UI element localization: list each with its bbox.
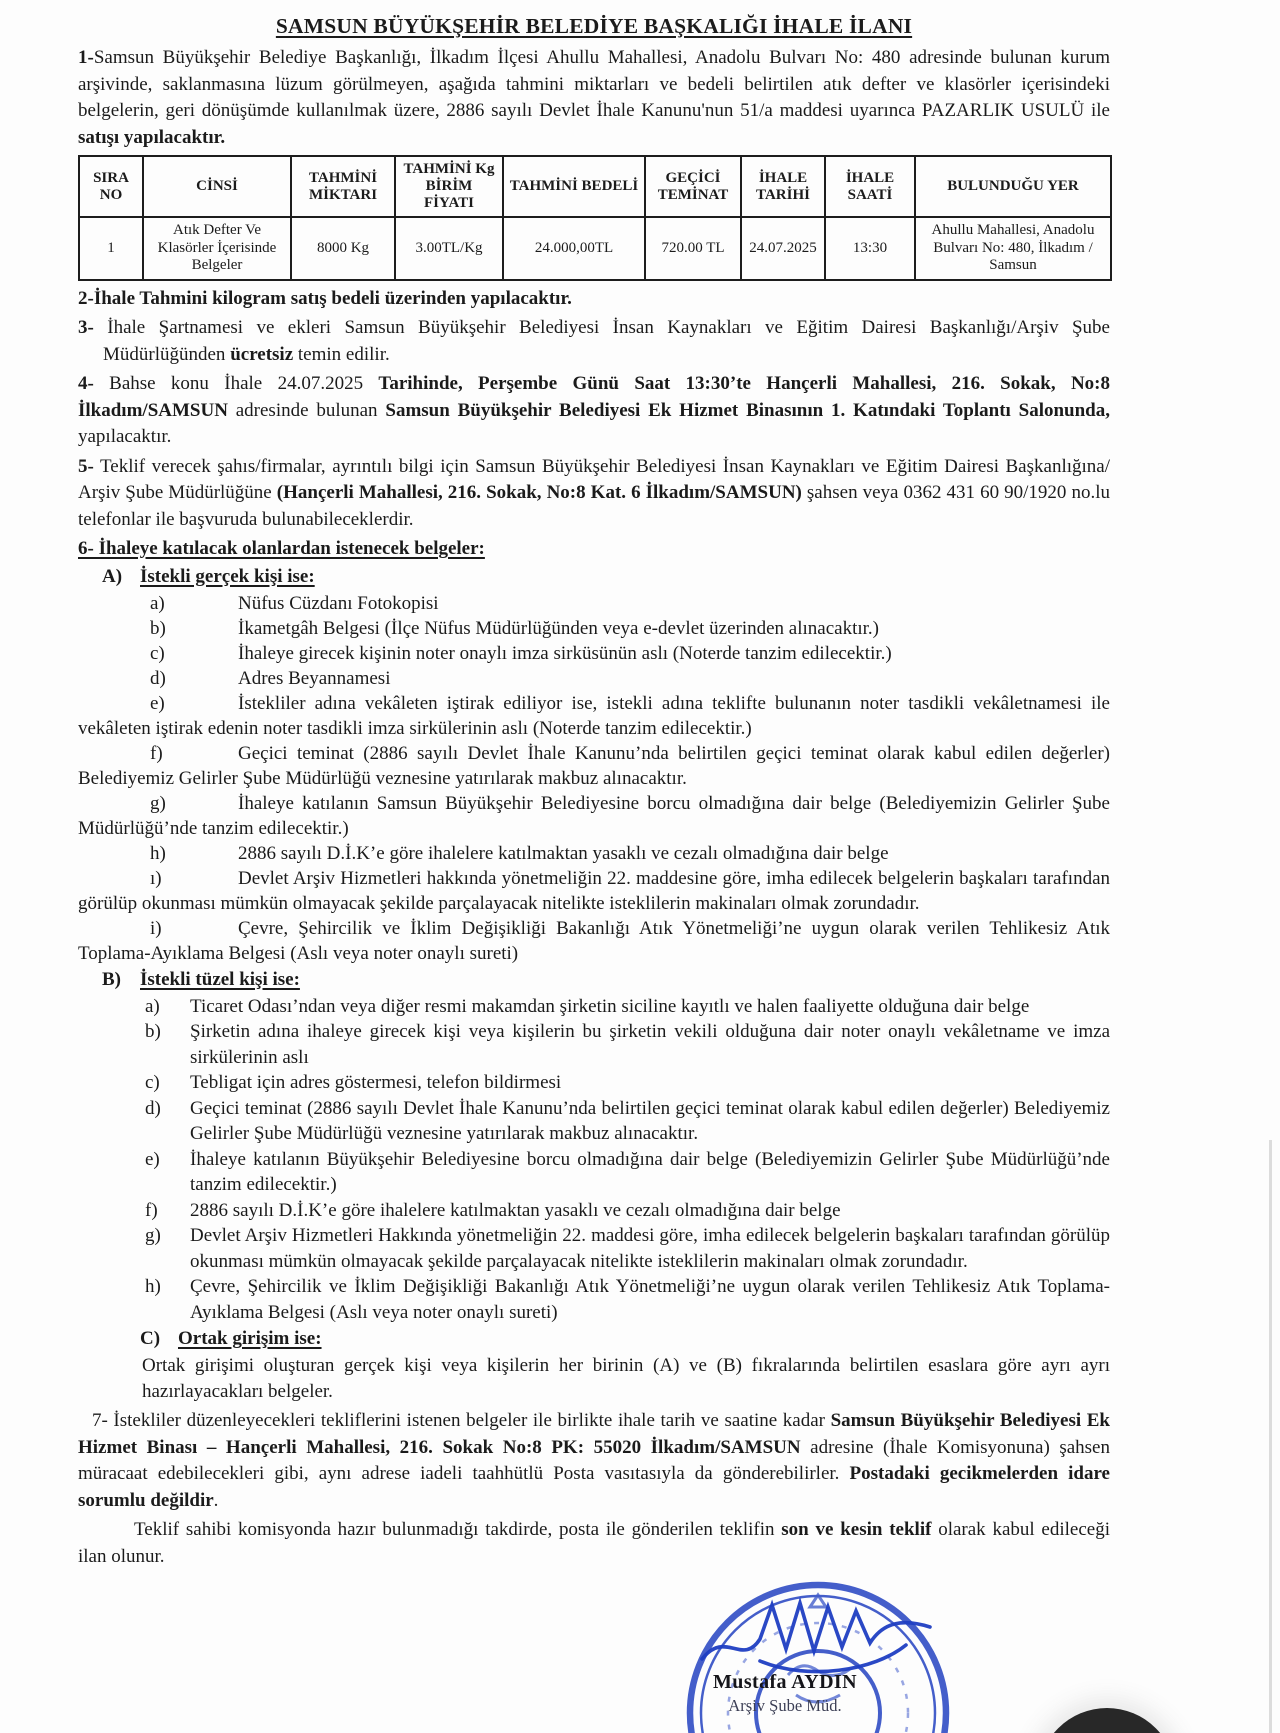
column-header-tahmini-miktari: TAHMİNİ MİKTARI [291, 156, 395, 217]
item-text: Çevre, Şehircilik ve İklim Değişikliği Bakanlığı Atık Yönetmeliği’ne uygun olarak verilen Tehlikesiz Atık Toplama-Ayıklama Belgesi (Aslı veya noter onaylı sureti) [190, 1276, 1110, 1323]
item-letter: e) [150, 692, 165, 714]
item-a-c [78, 641, 1110, 666]
item-letter: a) [150, 592, 165, 614]
column-header-tahmini-kg-birim-fiyati: TAHMİNİ Kg BİRİM FİYATI [395, 156, 503, 217]
item-b-d [145, 1096, 1110, 1147]
item-letter: ı) [150, 867, 162, 889]
item-b-f [145, 1198, 1110, 1224]
item-text: Geçici teminat (2886 sayılı Devlet İhale Kanunu’nda belirtilen geçici teminat olarak kabul edilen değerler) Belediyemiz Gelirler Şube Müdürlüğü veznesine yatırılarak makbuz alınacaktır. [78, 742, 1110, 789]
group-b-title: İstekli tüzel kişi ise: [140, 968, 300, 990]
item-text: 2886 sayılı D.İ.K’e göre ihalelere katılmaktan yasaklı ve cezalı olmadığına dair belge [238, 842, 889, 864]
paragraph-2: 2-İhale Tahmini kilogram satış bedeli üzerinden yapılacaktır. [78, 287, 572, 309]
cell-bulundugu-yer: Ahullu Mahallesi, Anadolu Bulvarı No: 480, İlkadım / Samsun [915, 217, 1111, 280]
item-letter: c) [150, 642, 165, 664]
paragraph-1: 1-Samsun Büyükşehir Belediye Başkanlığı, İlkadım İlçesi Ahullu Mahallesi, Anadolu Bulvarı No: 480 adresinde bulunan kurum arşivinde, saklanmasına lüzum görülmeyen, aşağıda tahmini miktarları ve bedeli belirtilen atık defter ve klasörler içerisindeki belgelerin, geri dönüşümde kullanılmak üzere, 2886 sayılı Devlet İhale Kanunu'nun 51/a maddesi uyarınca PAZARLIK USULÜ ile satışı yapılacaktır. [78, 47, 1110, 148]
item-a-a [78, 591, 1110, 616]
item-text: İhaleye girecek kişinin noter onaylı imza sirküsünün aslı (Noterde tanzim edilecektir.) [238, 642, 892, 664]
item-letter: a) [145, 995, 160, 1017]
item-text: Adres Beyannamesi [238, 667, 391, 689]
paragraph-4: 4- Bahse konu İhale 24.07.2025 Tarihinde, Perşembe Günü Saat 13:30’te Hançerli Mahallesi, 216. Sokak, No:8 İlkadım/SAMSUN adresinde bulunan Samsun Büyükşehir Belediyesi Ek Hizmet Binasının 1. Katındaki Toplantı Salonunda, yapılacaktır. [78, 373, 1110, 447]
item-text: İstekliler adına vekâleten iştirak ediliyor ise, istekli adına teklifte bulunanın noter tasdikli vekâletnamesi ile vekâleten iştirak edenin noter tasdikli imza sirkülerinin aslı (Noterde tanzim edilecektir.) [78, 692, 1110, 739]
item-text: Çevre, Şehircilik ve İklim Değişikliği Bakanlığı Atık Yönetmeliği’ne uygun olarak verilen Tehlikesiz Atık Toplama-Ayıklama Belgesi (Aslı veya noter onaylı sureti) [78, 917, 1110, 964]
item-text: Geçici teminat (2886 sayılı Devlet İhale Kanunu’nda belirtilen geçici teminat olarak kabul edilen değerler) Belediyemiz Gelirler Şube Müdürlüğü veznesine yatırılarak makbuz alınacaktır. [190, 1097, 1110, 1144]
item-b-g [145, 1223, 1110, 1274]
column-header-gecici-teminat: GEÇİCİ TEMİNAT [645, 156, 741, 217]
group-c-title: Ortak girişim ise: [178, 1328, 322, 1349]
signature-scribble [702, 1603, 930, 1672]
table-header-row [79, 156, 1111, 217]
column-header-sira-no: SIRA NO [79, 156, 143, 217]
signatory-title: Arşiv Şube Müd. [728, 1696, 842, 1715]
item-letter: f) [145, 1199, 158, 1221]
item-text: Ticaret Odası’ndan veya diğer resmi makamdan şirketin siciline kayıtlı ve halen faaliyette olduğuna dair belge [190, 995, 1030, 1017]
item-letter: i) [150, 917, 162, 939]
item-text: Devlet Arşiv Hizmetleri Hakkında yönetmeliğin 22. maddesi göre, imha edilecek belgelerin başkaları tarafından görülüp okunması mümkün olmayacak şekilde parçalayacak nitelikte isteklilerin makinaları olmak zorundadır. [190, 1225, 1110, 1272]
item-letter: e) [145, 1148, 160, 1170]
closing-paragraph: Teklif sahibi komisyonda hazır bulunmadığı takdirde, posta ile gönderilen teklifin son ve kesin teklif olarak kabul edileceği ilan olunur. [78, 1519, 1110, 1567]
item-letter: g) [150, 792, 166, 814]
column-header-ihale-tarihi: İHALE TARİHİ [741, 156, 825, 217]
paragraph-6-heading: 6- İhaleye katılacak olanlardan istenecek belgeler: [78, 538, 485, 559]
item-a-h [78, 841, 1110, 866]
cell-tahmini-bedeli: 24.000,00TL [503, 217, 645, 280]
cell-sira-no: 1 [79, 217, 143, 280]
item-b-c [145, 1070, 1110, 1096]
signatory-name: Mustafa AYDIN [713, 1671, 857, 1693]
punch-hole-mark [1038, 1708, 1176, 1733]
item-text: Tebligat için adres göstermesi, telefon bildirmesi [190, 1072, 562, 1093]
item-b-h [145, 1274, 1110, 1325]
item-letter: g) [145, 1225, 161, 1246]
group-c-heading [140, 1326, 1110, 1352]
group-b-label: B) [102, 968, 121, 990]
item-a-e [78, 691, 1110, 741]
item-text: Şirketin adına ihaleye girecek kişi veya kişilerin bu şirketin vekili olduğuna dair noter onaylı vekâletname ve imza sirkülerinin aslı [190, 1021, 1110, 1068]
item-text: İhaleye katılanın Büyükşehir Belediyesine borcu olmadığına dair belge (Belediyemizin Gelirler Şube Müdürlüğü’nde tanzim edilecektir.) [190, 1148, 1110, 1195]
item-letter: h) [150, 842, 166, 864]
paragraph-7: 7- İstekliler düzenleyecekleri tekliflerini istenen belgeler ile birlikte ihale tarih ve saatine kadar Samsun Büyükşehir Belediyesi Ek Hizmet Binası – Hançerli Mahallesi, 216. Sokak No:8 PK: 55020 İlkadım/SAMSUN adresine (İhale Komisyonuna) şahsen müracaat edebilecekleri gibi, aynı adrese iadeli taahhütlü Posta vasıtasıyla da gönderebilirler. Postadaki gecikmelerden idare sorumlu değildir. [78, 1410, 1110, 1511]
item-text: Nüfus Cüzdanı Fotokopisi [238, 592, 439, 614]
item-b-a [145, 994, 1110, 1020]
item-letter: d) [145, 1097, 161, 1119]
group-a-title: İstekli gerçek kişi ise: [140, 565, 315, 587]
group-c-label: C) [140, 1328, 161, 1349]
item-text: İkametgâh Belgesi (İlçe Nüfus Müdürlüğünden veya e-devlet üzerinden alınacaktır.) [238, 617, 880, 639]
table-row [79, 217, 1111, 280]
item-a-g [78, 791, 1110, 841]
document-title: SAMSUN BÜYÜKŞEHİR BELEDİYE BAŞKALIĞI İHALE İLANI [275, 14, 913, 38]
signature-block [680, 1671, 890, 1716]
item-letter: c) [145, 1072, 160, 1093]
paragraph-5: 5- Teklif verecek şahıs/firmalar, ayrıntılı bilgi için Samsun Büyükşehir Belediyesi İnsan Kaynakları ve Eğitim Dairesi Başkanlığına/ Arşiv Şube Müdürlüğüne (Hançerli Mahallesi, 216. Sokak, No:8 Kat. 6 İlkadım/SAMSUN) şahsen veya 0362 431 60 90/1920 no.lu telefonlar ile başvuruda bulunabileceklerdir. [78, 455, 1110, 530]
item-a-b [78, 616, 1110, 641]
item-letter: d) [150, 667, 166, 689]
cell-cinsi: Atık Defter Ve Klasörler İçerisinde Belgeler [143, 217, 291, 280]
item-letter: h) [145, 1276, 161, 1297]
item-b-b [145, 1019, 1110, 1070]
item-a-f [78, 741, 1110, 791]
scan-edge-artifact [1269, 1140, 1272, 1733]
column-header-cinsi: CİNSİ [143, 156, 291, 217]
item-letter: b) [150, 617, 166, 639]
tender-table [78, 155, 1112, 281]
cell-birim-fiyati: 3.00TL/Kg [395, 217, 503, 280]
group-c-body: Ortak girişimi oluşturan gerçek kişi veya kişilerin her birinin (A) ve (B) fıkralarında belirtilen esaslara göre ayrı ayrı hazırlayacakları belgeler. [142, 1355, 1110, 1402]
stamp-top-mark [810, 1595, 826, 1607]
item-text: Devlet Arşiv Hizmetleri hakkında yönetmeliğin 22. maddesine göre, imha edilecek belgelerin başkaları tarafından görülüp okunması mümkün olmayacak şekilde parçalayacak nitelikte isteklilerin makinaları olmak zorundadır. [78, 867, 1110, 914]
item-a-i1 [78, 866, 1110, 916]
group-a-label: A) [102, 565, 123, 587]
cell-gecici-teminat: 720.00 TL [645, 217, 741, 280]
item-a-d [78, 666, 1110, 691]
item-b-e [145, 1147, 1110, 1198]
item-letter: b) [145, 1021, 161, 1042]
column-header-ihale-saati: İHALE SAATİ [825, 156, 915, 217]
column-header-tahmini-bedeli: TAHMİNİ BEDELİ [503, 156, 645, 217]
cell-ihale-saati: 13:30 [825, 217, 915, 280]
item-a-i2 [78, 916, 1110, 966]
cell-ihale-tarihi: 24.07.2025 [741, 217, 825, 280]
column-header-bulundugu-yer: BULUNDUĞU YER [915, 156, 1111, 217]
group-b-heading [102, 967, 1110, 993]
item-text: İhaleye katılanın Samsun Büyükşehir Belediyesine borcu olmadığına dair belge (Belediyemizin Gelirler Şube Müdürlüğü’nde tanzim edilecektir.) [78, 792, 1110, 839]
paragraph-3: 3- İhale Şartnamesi ve ekleri Samsun Büyükşehir Belediyesi İnsan Kaynakları ve Eğitim Dairesi Başkanlığı/Arşiv Şube Müdürlüğünden ücretsiz temin edilir. [78, 317, 1110, 365]
item-letter: f) [150, 742, 163, 764]
cell-tahmini-miktar: 8000 Kg [291, 217, 395, 280]
item-text: 2886 sayılı D.İ.K’e göre ihalelere katılmaktan yasaklı ve cezalı olmadığına dair belge [190, 1199, 841, 1221]
group-a-heading [102, 564, 1110, 590]
